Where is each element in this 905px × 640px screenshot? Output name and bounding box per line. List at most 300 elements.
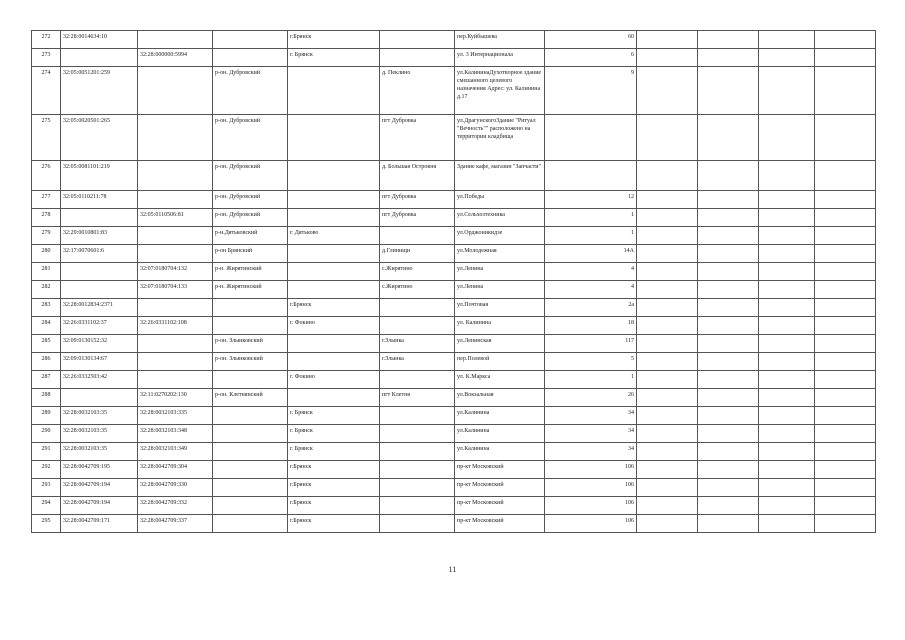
row-number: 286 xyxy=(32,353,61,371)
row-number: 284 xyxy=(32,317,61,335)
house-number: 6 xyxy=(545,49,637,67)
empty-cell xyxy=(698,263,759,281)
cadastral-number-building xyxy=(138,161,213,191)
empty-cell xyxy=(698,299,759,317)
cadastral-number-building xyxy=(138,335,213,353)
address: пр-кт Московский xyxy=(455,479,545,497)
row-number: 295 xyxy=(32,515,61,533)
empty-cell xyxy=(698,497,759,515)
empty-cell xyxy=(637,461,698,479)
cadastral-number xyxy=(61,209,138,227)
cadastral-number: 32:28:0012834:2371 xyxy=(61,299,138,317)
cadastral-number: 32:28:0042709:195 xyxy=(61,461,138,479)
district: р-он Брянский xyxy=(213,245,288,263)
city: г. Брянск xyxy=(288,443,380,461)
settlement xyxy=(380,227,455,245)
address: ул.Сельхозтехника xyxy=(455,209,545,227)
empty-cell xyxy=(759,479,815,497)
empty-cell xyxy=(815,389,876,407)
table-row xyxy=(32,443,876,461)
house-number: 26 xyxy=(545,389,637,407)
cadastral-number xyxy=(61,49,138,67)
empty-cell xyxy=(637,227,698,245)
empty-cell xyxy=(815,161,876,191)
empty-cell xyxy=(698,353,759,371)
empty-cell xyxy=(815,479,876,497)
empty-cell xyxy=(698,317,759,335)
address: ул.Ленина xyxy=(455,281,545,299)
empty-cell xyxy=(698,191,759,209)
table-row xyxy=(32,161,876,191)
empty-cell xyxy=(759,335,815,353)
settlement: с.Жирятино xyxy=(380,263,455,281)
settlement xyxy=(380,479,455,497)
settlement xyxy=(380,49,455,67)
empty-cell xyxy=(698,209,759,227)
empty-cell xyxy=(815,31,876,49)
settlement xyxy=(380,371,455,389)
row-number: 276 xyxy=(32,161,61,191)
empty-cell xyxy=(637,353,698,371)
row-number: 285 xyxy=(32,335,61,353)
row-number: 273 xyxy=(32,49,61,67)
table-row xyxy=(32,335,876,353)
empty-cell xyxy=(815,497,876,515)
table-row xyxy=(32,209,876,227)
empty-cell xyxy=(815,209,876,227)
page-number: 11 xyxy=(448,565,457,574)
table-row xyxy=(32,389,876,407)
cadastral-number-building xyxy=(138,245,213,263)
settlement xyxy=(380,299,455,317)
city: г.Брянск xyxy=(288,31,380,49)
district xyxy=(213,317,288,335)
district: р-он. Злынковский xyxy=(213,353,288,371)
cadastral-number xyxy=(61,263,138,281)
empty-cell xyxy=(815,353,876,371)
table-row xyxy=(32,281,876,299)
cadastral-number-building: 32:28:0032103:335 xyxy=(138,407,213,425)
empty-cell xyxy=(815,425,876,443)
cadastral-number: 32:17:0070601:6 xyxy=(61,245,138,263)
cadastral-number: 32:29:0010801:83 xyxy=(61,227,138,245)
address: ул.Вокзальная xyxy=(455,389,545,407)
table-row xyxy=(32,515,876,533)
address: ул.Калинина xyxy=(455,425,545,443)
district: р-н. Жирятинский xyxy=(213,281,288,299)
city: г. Фокино xyxy=(288,371,380,389)
cadastral-number-building: 32:07:0180704:132 xyxy=(138,263,213,281)
table-row xyxy=(32,67,876,115)
address: ул.Ленина xyxy=(455,263,545,281)
table-row xyxy=(32,245,876,263)
address: ул.Калинина xyxy=(455,407,545,425)
cadastral-number-building xyxy=(138,191,213,209)
row-number: 294 xyxy=(32,497,61,515)
empty-cell xyxy=(698,227,759,245)
empty-cell xyxy=(698,115,759,161)
city xyxy=(288,67,380,115)
empty-cell xyxy=(759,263,815,281)
city xyxy=(288,335,380,353)
district xyxy=(213,407,288,425)
house-number: 14А xyxy=(545,245,637,263)
table-row xyxy=(32,353,876,371)
cadastral-number: 32:05:0081101:219 xyxy=(61,161,138,191)
address: пр-кт Московский xyxy=(455,515,545,533)
row-number: 278 xyxy=(32,209,61,227)
house-number: 60 xyxy=(545,31,637,49)
row-number: 282 xyxy=(32,281,61,299)
city: г. Брянск xyxy=(288,425,380,443)
house-number: 34 xyxy=(545,443,637,461)
row-number: 277 xyxy=(32,191,61,209)
empty-cell xyxy=(759,115,815,161)
empty-cell xyxy=(759,161,815,191)
cadastral-number-building: 32:28:0042709:337 xyxy=(138,515,213,533)
empty-cell xyxy=(637,335,698,353)
row-number: 279 xyxy=(32,227,61,245)
empty-cell xyxy=(815,317,876,335)
empty-cell xyxy=(637,299,698,317)
city: г. Фокино xyxy=(288,317,380,335)
empty-cell xyxy=(815,299,876,317)
city xyxy=(288,161,380,191)
empty-cell xyxy=(637,425,698,443)
table-row xyxy=(32,49,876,67)
empty-cell xyxy=(637,515,698,533)
house-number: 4 xyxy=(545,263,637,281)
row-number: 290 xyxy=(32,425,61,443)
cadastral-number-building: 32:05:0110506:81 xyxy=(138,209,213,227)
empty-cell xyxy=(759,317,815,335)
house-number: 1 xyxy=(545,371,637,389)
empty-cell xyxy=(815,263,876,281)
row-number: 275 xyxy=(32,115,61,161)
settlement xyxy=(380,497,455,515)
row-number: 289 xyxy=(32,407,61,425)
cadastral-number: 32:26:0332503:42 xyxy=(61,371,138,389)
cadastral-number: 32:28:0032103:35 xyxy=(61,425,138,443)
empty-cell xyxy=(759,209,815,227)
table-row xyxy=(32,479,876,497)
cadastral-number-building: 32:28:0042709:332 xyxy=(138,497,213,515)
cadastral-number: 32:28:0032103:35 xyxy=(61,407,138,425)
district: р-он. Дубровский xyxy=(213,115,288,161)
address: ул.Победы xyxy=(455,191,545,209)
empty-cell xyxy=(759,299,815,317)
settlement: пгт Клетня xyxy=(380,389,455,407)
empty-cell xyxy=(698,161,759,191)
district xyxy=(213,497,288,515)
cadastral-number: 32:28:0042709:171 xyxy=(61,515,138,533)
district: р-он. Дубровский xyxy=(213,191,288,209)
empty-cell xyxy=(637,317,698,335)
empty-cell xyxy=(637,191,698,209)
table-row xyxy=(32,461,876,479)
house-number: 34 xyxy=(545,407,637,425)
settlement: д. Большая Островня xyxy=(380,161,455,191)
empty-cell xyxy=(698,67,759,115)
city xyxy=(288,353,380,371)
house-number: 2а xyxy=(545,299,637,317)
district: р-он. Злынковский xyxy=(213,335,288,353)
empty-cell xyxy=(759,515,815,533)
empty-cell xyxy=(815,371,876,389)
settlement: г.Злынка xyxy=(380,335,455,353)
cadastral-number-building: 32:26:0331102:108 xyxy=(138,317,213,335)
empty-cell xyxy=(637,245,698,263)
table-row xyxy=(32,371,876,389)
empty-cell xyxy=(815,335,876,353)
table-row xyxy=(32,407,876,425)
empty-cell xyxy=(637,371,698,389)
empty-cell xyxy=(637,67,698,115)
district xyxy=(213,443,288,461)
district: р-он. Дубровский xyxy=(213,209,288,227)
row-number: 281 xyxy=(32,263,61,281)
cadastral-number-building: 32:11:0270202:130 xyxy=(138,389,213,407)
city xyxy=(288,191,380,209)
address: ул.Молодежная xyxy=(455,245,545,263)
empty-cell xyxy=(759,227,815,245)
empty-cell xyxy=(637,407,698,425)
empty-cell xyxy=(637,497,698,515)
house-number: 1 xyxy=(545,209,637,227)
empty-cell xyxy=(637,161,698,191)
empty-cell xyxy=(815,191,876,209)
cadastral-number-building: 32:28:0042709:330 xyxy=(138,479,213,497)
empty-cell xyxy=(759,245,815,263)
city: г. Дятьково xyxy=(288,227,380,245)
row-number: 280 xyxy=(32,245,61,263)
empty-cell xyxy=(698,515,759,533)
house-number: 12 xyxy=(545,191,637,209)
district xyxy=(213,371,288,389)
district xyxy=(213,31,288,49)
district xyxy=(213,479,288,497)
empty-cell xyxy=(637,263,698,281)
house-number: 106 xyxy=(545,497,637,515)
address: ул.Орджоникидзе xyxy=(455,227,545,245)
city: г.Брянск xyxy=(288,299,380,317)
cadastral-number-building: 32:28:0032103:348 xyxy=(138,425,213,443)
address: ул.КалининаДухотворное здание смешанного целевого назначения Адрес: ул. Калинина д.17 xyxy=(455,67,545,115)
row-number: 274 xyxy=(32,67,61,115)
empty-cell xyxy=(815,115,876,161)
house-number: 4 xyxy=(545,281,637,299)
empty-cell xyxy=(698,389,759,407)
empty-cell xyxy=(815,443,876,461)
settlement: пгт Дубровка xyxy=(380,209,455,227)
house-number: 34 xyxy=(545,425,637,443)
row-number: 293 xyxy=(32,479,61,497)
row-number: 291 xyxy=(32,443,61,461)
address: пр-кт Московский xyxy=(455,461,545,479)
cadastral-number: 32:09:0130152:32 xyxy=(61,335,138,353)
table-row xyxy=(32,425,876,443)
empty-cell xyxy=(637,389,698,407)
house-number: 5 xyxy=(545,353,637,371)
empty-cell xyxy=(759,49,815,67)
empty-cell xyxy=(698,281,759,299)
cadastral-number: 32:28:0014634:10 xyxy=(61,31,138,49)
district xyxy=(213,49,288,67)
city xyxy=(288,115,380,161)
empty-cell xyxy=(759,443,815,461)
empty-cell xyxy=(815,281,876,299)
district xyxy=(213,425,288,443)
empty-cell xyxy=(759,31,815,49)
house-number: 106 xyxy=(545,515,637,533)
city: г.Брянск xyxy=(288,497,380,515)
settlement xyxy=(380,443,455,461)
cadastral-number: 32:05:0020501:265 xyxy=(61,115,138,161)
row-number: 287 xyxy=(32,371,61,389)
district xyxy=(213,461,288,479)
cadastral-number-building xyxy=(138,67,213,115)
city xyxy=(288,245,380,263)
address: Здание кафе, магазин "Запчасти" xyxy=(455,161,545,191)
empty-cell xyxy=(759,497,815,515)
row-number: 288 xyxy=(32,389,61,407)
empty-cell xyxy=(637,49,698,67)
cadastral-number-building xyxy=(138,353,213,371)
address: ул.ДрагунскогоЗдание "Ритуал "Вечность"" расположено на территории кладбища xyxy=(455,115,545,161)
table-row xyxy=(32,31,876,49)
cadastral-number-building xyxy=(138,227,213,245)
city: г. Брянск xyxy=(288,49,380,67)
cadastral-number: 32:05:0110211:78 xyxy=(61,191,138,209)
settlement xyxy=(380,425,455,443)
settlement: д. Пеклино xyxy=(380,67,455,115)
district: р-он. Клетнянский xyxy=(213,389,288,407)
district: р-н.Дятьковский xyxy=(213,227,288,245)
address: ул.Ленинская xyxy=(455,335,545,353)
table-body xyxy=(32,31,876,533)
table-row xyxy=(32,299,876,317)
city: г.Брянск xyxy=(288,515,380,533)
cadastral-number-building: 32:07:0180704:133 xyxy=(138,281,213,299)
empty-cell xyxy=(815,461,876,479)
table-row xyxy=(32,317,876,335)
address: ул. К.Маркса xyxy=(455,371,545,389)
cadastral-number xyxy=(61,389,138,407)
empty-cell xyxy=(637,443,698,461)
empty-cell xyxy=(637,115,698,161)
settlement: пгт Дубровка xyxy=(380,191,455,209)
settlement: с.Жирятино xyxy=(380,281,455,299)
cadastral-number: 32:28:0032103:35 xyxy=(61,443,138,461)
empty-cell xyxy=(759,353,815,371)
city xyxy=(288,209,380,227)
table-row xyxy=(32,227,876,245)
cadastral-number: 32:28:0042709:194 xyxy=(61,497,138,515)
address: ул.Почтовая xyxy=(455,299,545,317)
row-number: 283 xyxy=(32,299,61,317)
house-number: 106 xyxy=(545,479,637,497)
empty-cell xyxy=(637,209,698,227)
address: ул. Калинина xyxy=(455,317,545,335)
address: ул.Калинина xyxy=(455,443,545,461)
empty-cell xyxy=(637,281,698,299)
empty-cell xyxy=(698,407,759,425)
house-number: 106 xyxy=(545,461,637,479)
settlement xyxy=(380,31,455,49)
house-number: 117 xyxy=(545,335,637,353)
empty-cell xyxy=(759,461,815,479)
cadastral-number-building: 32:28:0032103:349 xyxy=(138,443,213,461)
empty-cell xyxy=(698,49,759,67)
empty-cell xyxy=(698,31,759,49)
empty-cell xyxy=(759,67,815,115)
empty-cell xyxy=(698,335,759,353)
empty-cell xyxy=(698,479,759,497)
settlement: г.Злынка xyxy=(380,353,455,371)
cadastral-number: 32:05:0051201:259 xyxy=(61,67,138,115)
empty-cell xyxy=(759,371,815,389)
empty-cell xyxy=(759,281,815,299)
empty-cell xyxy=(698,425,759,443)
district: р-н. Жирятинский xyxy=(213,263,288,281)
cadastral-number: 32:26:0331102:37 xyxy=(61,317,138,335)
empty-cell xyxy=(759,191,815,209)
cadastral-number: 32:09:0130134:67 xyxy=(61,353,138,371)
empty-cell xyxy=(759,389,815,407)
address: пер.Куйбышева xyxy=(455,31,545,49)
table-row xyxy=(32,115,876,161)
city xyxy=(288,263,380,281)
empty-cell xyxy=(698,461,759,479)
empty-cell xyxy=(759,407,815,425)
city xyxy=(288,281,380,299)
city: г.Брянск xyxy=(288,479,380,497)
registry-table xyxy=(31,30,876,533)
empty-cell xyxy=(815,49,876,67)
cadastral-number-building xyxy=(138,115,213,161)
cadastral-number-building: 32:28:000000:5994 xyxy=(138,49,213,67)
empty-cell xyxy=(759,425,815,443)
house-number: 18 xyxy=(545,317,637,335)
table-row xyxy=(32,497,876,515)
cadastral-number-building xyxy=(138,371,213,389)
house-number xyxy=(545,115,637,161)
settlement xyxy=(380,407,455,425)
row-number: 292 xyxy=(32,461,61,479)
city: г. Брянск xyxy=(288,407,380,425)
city xyxy=(288,389,380,407)
settlement: пгт Дубровка xyxy=(380,115,455,161)
empty-cell xyxy=(698,371,759,389)
house-number: 1 xyxy=(545,227,637,245)
empty-cell xyxy=(815,67,876,115)
district: р-он. Дубровский xyxy=(213,67,288,115)
empty-cell xyxy=(815,245,876,263)
cadastral-number-building: 32:28:0042709:304 xyxy=(138,461,213,479)
city: г.Брянск xyxy=(288,461,380,479)
empty-cell xyxy=(815,515,876,533)
settlement xyxy=(380,461,455,479)
district xyxy=(213,299,288,317)
district: р-он. Дубровский xyxy=(213,161,288,191)
house-number: 9 xyxy=(545,67,637,115)
empty-cell xyxy=(698,245,759,263)
cadastral-number xyxy=(61,281,138,299)
settlement: д.Глинищи xyxy=(380,245,455,263)
row-number: 272 xyxy=(32,31,61,49)
empty-cell xyxy=(815,407,876,425)
cadastral-number: 32:28:0042709:194 xyxy=(61,479,138,497)
